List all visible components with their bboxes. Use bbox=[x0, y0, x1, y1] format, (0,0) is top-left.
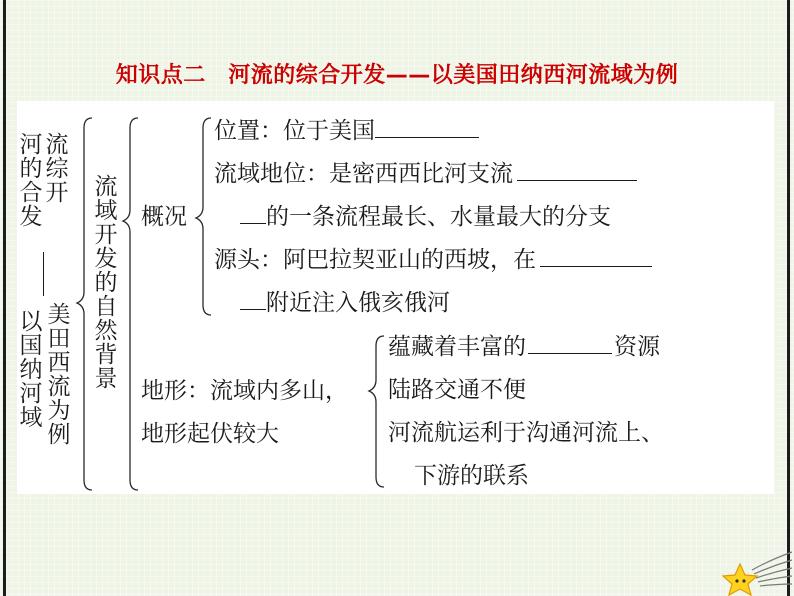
status-line-2 bbox=[240, 202, 611, 232]
source-line-2 bbox=[240, 288, 450, 318]
blank-source bbox=[540, 246, 652, 267]
terrain-label-2: 地形起伏较大 bbox=[141, 421, 279, 447]
terrain-item-transport: 陆路交通不便 bbox=[388, 377, 526, 403]
resources-suffix: 资源 bbox=[614, 334, 660, 360]
terrain-item-shipping-1: 河流航运利于沟通河流上、 bbox=[388, 420, 664, 446]
blank-status-cont bbox=[240, 203, 266, 224]
root-title-col1-bottom: 以 国 纳 河 域 bbox=[19, 309, 43, 431]
section-title: 知识点二 河流的综合开发——以美国田纳西河流域为例 bbox=[115, 63, 679, 88]
source-text: 源头：阿巴拉契亚山的西坡，在 bbox=[214, 247, 536, 273]
terrain-item-shipping-2: 下游的联系 bbox=[414, 463, 529, 489]
blank-status bbox=[517, 160, 637, 181]
blank-location bbox=[375, 117, 479, 138]
location-line bbox=[214, 116, 479, 146]
left-frame-bar bbox=[3, 0, 6, 596]
status-text: 流域地位：是密西西比河支流 bbox=[214, 161, 513, 187]
terrain-label-1: 地形：流域内多山， bbox=[141, 378, 348, 404]
blank-source-cont bbox=[240, 289, 266, 310]
terrain-item-resources bbox=[388, 332, 660, 362]
resources-text: 蕴藏着丰富的 bbox=[388, 334, 526, 360]
status-line-1 bbox=[214, 159, 637, 189]
location-text: 位置：位于美国 bbox=[214, 118, 375, 144]
status-text-cont: 的一条流程最长、水量最大的分支 bbox=[266, 204, 611, 230]
star-decoration-icon bbox=[718, 530, 794, 596]
branch-natural-background: 流 域 开 发 的 自 然 背 景 bbox=[94, 174, 118, 392]
root-title-dash bbox=[30, 252, 56, 300]
root-title-col2-bottom: 美 田 西 流 为 例 bbox=[47, 302, 71, 448]
right-frame-bar bbox=[787, 0, 790, 596]
root-title-col1-top: 河 的 合 发 bbox=[19, 132, 43, 230]
root-title-col2-top: 流 综 开 bbox=[45, 132, 69, 206]
source-text-cont: 附近注入俄亥俄河 bbox=[266, 290, 450, 316]
source-line-1 bbox=[214, 245, 652, 275]
overview-label: 概况 bbox=[141, 204, 187, 230]
blank-resources bbox=[528, 333, 612, 354]
